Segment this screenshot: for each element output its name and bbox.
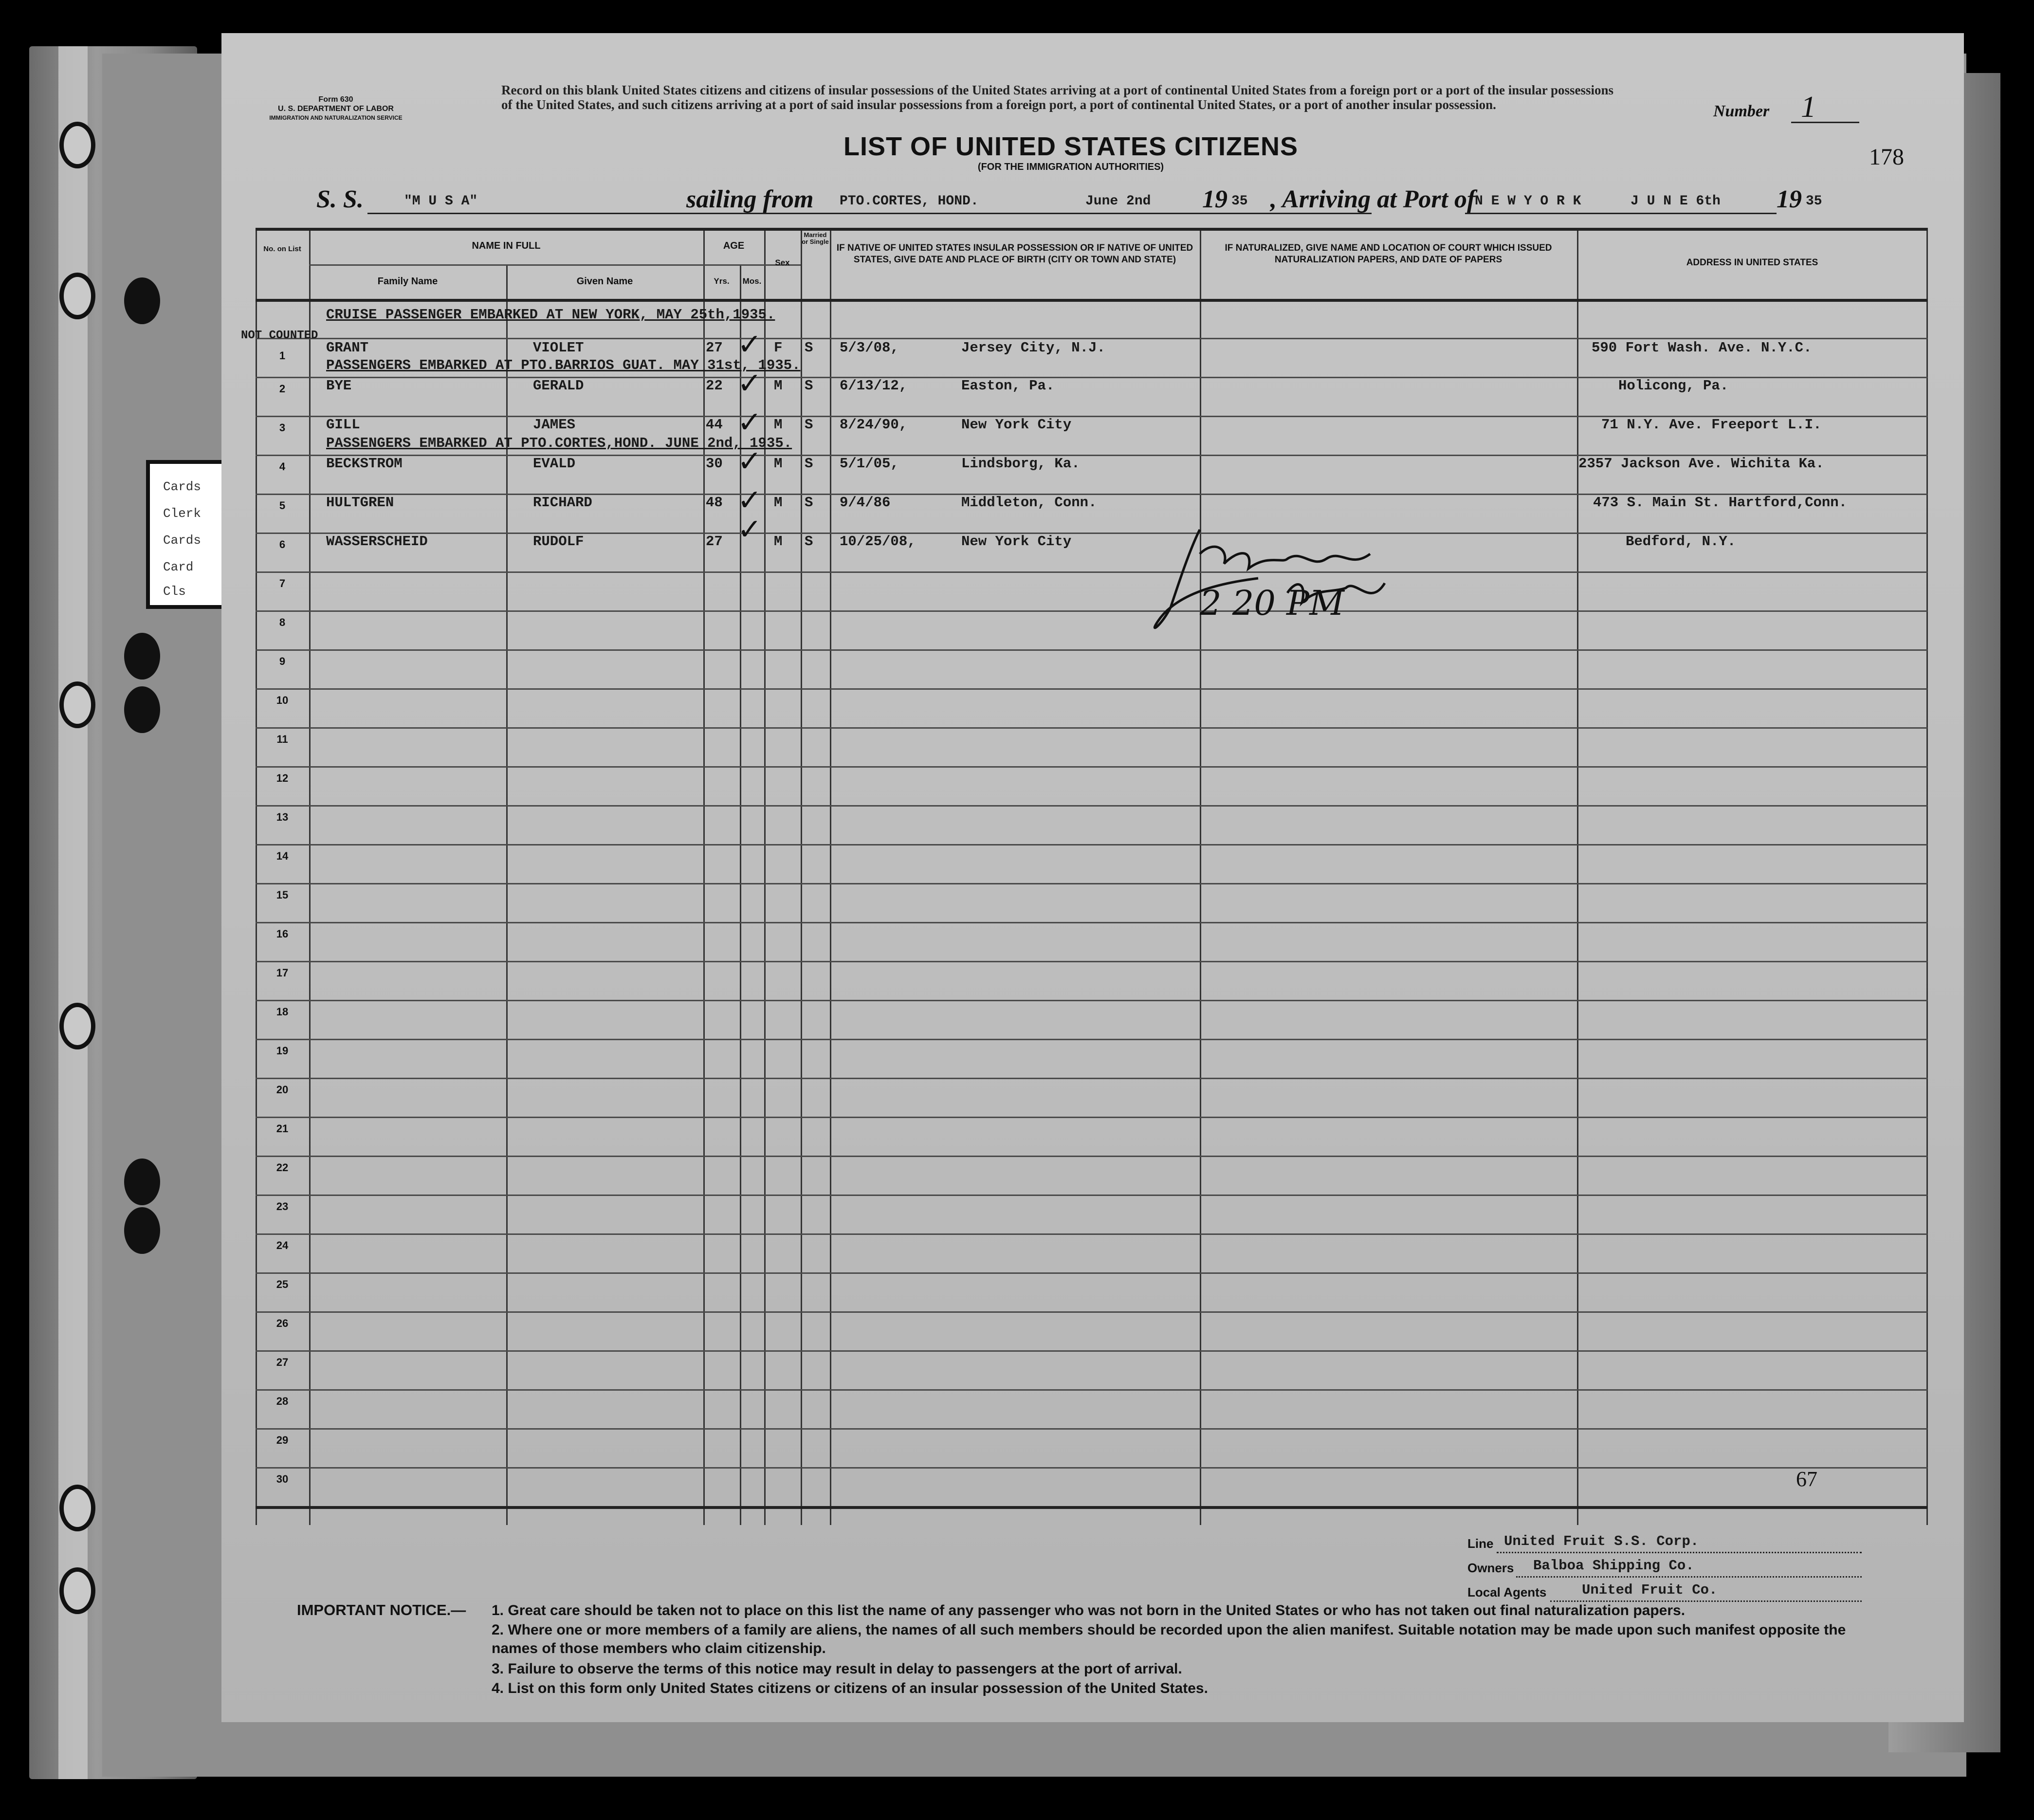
notice-1: 1. Great care should be taken not to place on this list the name of any passenger who was not born in the United States or who has not taken out final naturalization papers. [492,1602,1686,1618]
header-mos: Mos. [742,276,762,286]
row-rule [256,688,1927,690]
row-rule [256,922,1927,923]
ship-name: "M U S A" [404,194,478,209]
arrival-year-prefix: 19 [1777,185,1802,213]
row-number: 18 [276,1006,289,1018]
age-years: 30 [706,456,723,472]
page-subtitle: (FOR THE IMMIGRATION AUTHORITIES) [977,162,1164,172]
given-name: EVALD [533,456,576,472]
table-top-rule [256,228,1927,231]
given-name: RICHARD [533,495,592,511]
column-rule [1926,228,1928,1525]
notice-4: 4. List on this form only United States citizens or citizens of an insular possession of the United States. [492,1680,1208,1696]
arrival-port: N E W Y O R K [1475,194,1581,209]
birth-date: 5/3/08, [840,340,899,356]
birth-place: Middleton, Conn. [961,495,1097,511]
section-header: PASSENGERS EMBARKED AT PTO.BARRIOS GUAT. MAY 31st, 1935. [326,357,801,373]
row-rule [256,844,1927,846]
number-rule [1791,122,1859,123]
column-rule [703,228,705,1525]
punch-hole [59,273,95,319]
not-counted-note: NOT COUNTED [241,329,318,342]
punch-hole [59,122,95,168]
age-years: 27 [706,340,723,356]
family-name: WASSERSCHEID [326,533,428,550]
column-rule [1577,228,1578,1525]
age-years: 48 [706,495,723,511]
header-family-name: Family Name [377,276,438,287]
punch-hole [124,633,160,680]
header-married-single: Married or Single [802,231,829,245]
row-number: 30 [276,1473,289,1485]
row-number: 15 [276,889,289,901]
row-number: 2 [279,383,286,395]
row-rule [256,610,1927,612]
given-name: VIOLET [533,340,584,356]
stamp-text: Cards [163,479,202,494]
us-address: 473 S. Main St. Hartford,Conn. [1593,495,1848,511]
age-years: 44 [706,417,723,433]
given-name: RUDOLF [533,533,584,550]
stamp-text: Card [163,560,194,574]
punch-hole [124,1158,160,1205]
row-number: 6 [279,538,286,551]
column-rule [506,264,508,1525]
voyage-line [316,185,1874,214]
row-rule [256,1389,1927,1391]
row-number: 20 [276,1084,289,1096]
passenger-table [241,228,1927,1525]
marital-status: S [805,533,813,550]
year-prefix: 19 [1202,185,1228,213]
sex: M [774,378,783,394]
birth-date: 8/24/90, [840,417,908,433]
header-age: AGE [723,240,745,251]
row-rule [256,1272,1927,1274]
marital-status: S [805,495,813,511]
owners-label: Owners [1467,1561,1514,1575]
row-rule [256,338,1927,339]
birth-date: 6/13/12, [840,378,908,394]
row-number: 26 [276,1317,289,1329]
notice-3: 3. Failure to observe the terms of this notice may result in delay to passengers at the port of arrival. [492,1661,1182,1677]
row-rule [256,1467,1927,1469]
form-number: Form 630 [318,95,353,104]
arrival-rule [1465,213,1777,214]
marital-status: S [805,456,813,472]
row-number: 28 [276,1395,289,1407]
row-rule [256,571,1927,573]
row-number: 10 [276,694,289,706]
header-yrs: Yrs. [714,276,730,286]
column-rule [801,228,802,1525]
row-number: 11 [276,733,288,745]
family-name: HULTGREN [326,495,394,511]
page-number: 178 [1869,144,1904,170]
number-label: Number [1713,102,1770,120]
header-rule [309,264,801,266]
owners-value: Balboa Shipping Co. [1533,1558,1694,1574]
row-number: 9 [279,655,286,667]
check-mark: ✓ [737,444,762,478]
signature-time: 2 20 PM [1200,583,1344,623]
notice-heading: IMPORTANT NOTICE.— [297,1601,466,1618]
row-number: 23 [276,1200,289,1213]
row-rule [256,805,1927,807]
row-rule [256,1156,1927,1157]
sail-date: June 2nd [1085,194,1151,209]
service-name: IMMIGRATION AND NATURALIZATION SERVICE [269,114,403,121]
row-rule [256,1000,1927,1001]
row-number: 1 [279,349,286,362]
row-rule [256,766,1927,768]
header-birth: IF NATIVE OF UNITED STATES INSULAR POSSESSION OR IF NATIVE OF UNITED STATES, GIVE DATE AND PLACE OF BIRTH (CITY OR TOWN AND STATE) [836,243,1193,265]
row-rule [256,1428,1927,1430]
table-bottom-rule [256,1506,1927,1509]
header-address: ADDRESS IN UNITED STATES [1686,257,1818,268]
row-number: 16 [276,928,289,940]
family-name: GRANT [326,340,369,356]
row-number: 22 [276,1161,289,1174]
row-number: 8 [279,616,286,628]
row-number: 21 [276,1122,289,1135]
row-rule [256,961,1927,962]
sex: M [774,533,783,550]
header-sex: Sex [775,258,790,267]
punch-hole [59,1567,95,1614]
us-address: 590 Fort Wash. Ave. N.Y.C. [1592,340,1812,356]
sex: M [774,417,783,433]
row-rule [256,649,1927,651]
row-number: 12 [276,772,289,784]
punch-hole [59,1003,95,1049]
inspector-signature [1141,520,1414,646]
row-number: 14 [276,850,289,862]
sailing-label: sailing from [686,185,814,213]
sex: M [774,495,783,511]
sex: F [774,340,783,356]
family-name: BYE [326,378,352,394]
birth-place: Jersey City, N.J. [961,340,1105,356]
owners-rule [1516,1576,1862,1578]
birth-date: 5/1/05, [840,456,899,472]
line-rule [1497,1552,1862,1553]
row-rule [256,1350,1927,1352]
column-rule [256,228,257,1525]
line-label: Line [1467,1536,1494,1551]
ss-label: S. S. [316,185,364,213]
list-number: 1 [1801,91,1816,124]
form-instructions: Record on this blank United States citizens and citizens of insular possessions of the United States arriving at a port of continental United States from a foreign port or a port of the insular possessions of the United States, and such citizens arriving at a port of said insular possessions from a foreign port, a port of continental United States, or a port of another insular possession. [501,83,1614,112]
sail-year: 35 [1231,194,1248,209]
section-header: PASSENGERS EMBARKED AT PTO.CORTES,HOND. JUNE 2nd, 1935. [326,435,792,451]
punch-hole [59,1485,95,1531]
sex: M [774,456,783,472]
age-years: 27 [706,533,723,550]
stamp-text: Clerk [163,506,202,521]
agents-value: United Fruit Co. [1582,1582,1718,1598]
department-name: U. S. DEPARTMENT OF LABOR [278,105,394,113]
row-number: 7 [279,577,286,589]
family-name: BECKSTROM [326,456,403,472]
stamp-text: Cards [163,533,202,548]
birth-place: Lindsborg, Ka. [961,456,1080,472]
us-address: 2357 Jackson Ave. Wichita Ka. [1578,456,1824,472]
birth-place: New York City [961,533,1072,550]
punch-hole [124,686,160,733]
marital-status: S [805,378,813,394]
row-number: 4 [279,460,286,473]
check-mark: ✓ [737,483,762,517]
line-value: United Fruit S.S. Corp. [1504,1533,1699,1549]
us-address: 71 N.Y. Ave. Freeport L.I. [1601,417,1822,433]
header-naturalized: IF NATURALIZED, GIVE NAME AND LOCATION OF COURT WHICH ISSUED NATURALIZATION PAPERS, AND DATE OF PAPERS [1225,243,1552,265]
us-address: Bedford, N.Y. [1626,533,1736,550]
check-mark: ✓ [737,367,762,401]
age-years: 22 [706,378,723,394]
row-number: 5 [279,499,286,512]
check-mark: ✓ [737,513,762,547]
row-rule [256,727,1927,729]
column-rule [309,228,311,1525]
section-header: CRUISE PASSENGER EMBARKED AT NEW YORK, MAY 25th,1935. [326,307,775,323]
marital-status: S [805,340,813,356]
header-name-in-full: NAME IN FULL [472,240,541,251]
row-rule [256,1039,1927,1040]
from-port: PTO.CORTES, HOND. [840,194,979,209]
page-title: LIST OF UNITED STATES CITIZENS [843,132,1298,161]
arrival-year: 35 [1806,194,1822,209]
row-rule [256,1233,1927,1235]
birth-place: Easton, Pa. [961,378,1055,394]
given-name: JAMES [533,417,576,433]
arrival-date: J U N E 6th [1631,194,1721,209]
punch-hole [124,1207,160,1254]
check-mark: ✓ [737,328,762,362]
row-number: 24 [276,1239,289,1251]
birth-date: 10/25/08, [840,533,916,550]
row-number: 27 [276,1356,289,1368]
row-number: 19 [276,1045,289,1057]
us-address: Holicong, Pa. [1618,378,1729,394]
notice-2: 2. Where one or more members of a family are aliens, the names of all such members should be recorded upon the alien manifest. Suitable notation may be made upon such manifest opposite the names of those members who claim citizenship. [492,1622,1846,1656]
family-name: GILL [326,417,360,433]
row-number: 17 [276,967,289,979]
check-mark: ✓ [737,405,762,440]
header-bottom-rule [256,299,1927,302]
form-identifier [258,95,414,123]
row-rule [256,1078,1927,1079]
punch-hole [124,277,160,324]
agents-label: Local Agents [1467,1585,1547,1599]
arriving-label: , Arriving at Port of [1270,185,1476,213]
column-rule [1200,228,1201,1525]
marital-status: S [805,417,813,433]
header-given-name: Given Name [576,276,633,287]
row-rule [256,1117,1927,1118]
header-no: No. on List [263,245,301,253]
birth-place: New York City [961,417,1072,433]
row-number: 13 [276,811,289,823]
column-rule [830,228,831,1525]
birth-date: 9/4/86 [840,495,891,511]
row-rule [256,1311,1927,1313]
column-rule [764,228,766,1525]
bottom-count: 67 [1796,1467,1817,1491]
row-rule [256,1195,1927,1196]
punch-hole [59,681,95,728]
row-number: 3 [279,422,286,434]
row-number: 29 [276,1434,289,1446]
given-name: GERALD [533,378,584,394]
stamp-text: Cls [163,584,186,599]
row-rule [256,883,1927,884]
row-number: 25 [276,1278,289,1290]
